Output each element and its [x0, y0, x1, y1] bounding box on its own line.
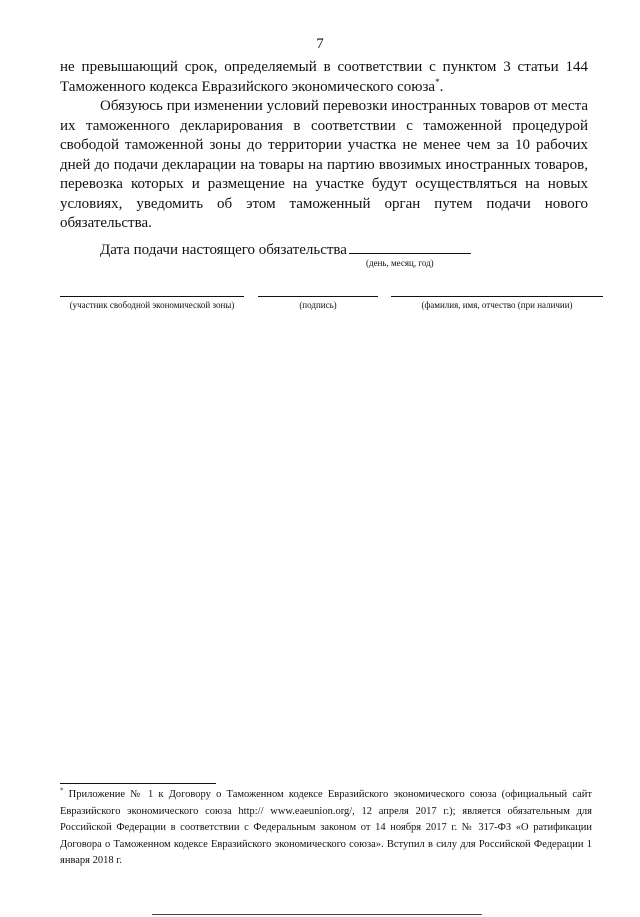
paragraph-1-text: не превышающий срок, определяемый в соответствии с пунктом 3 статьи 144 Таможенного кодекса Евразийского экономического союза [60, 59, 588, 95]
scan-edge-line [152, 914, 482, 915]
footnote-text: Приложение № 1 к Договору о Таможенном кодексе Евразийского экономического союза (официальный сайт Евразийского экономического союза http:// www.eaeunion.org/, 12 апреля 2017 г.); является обязательным для Российской Федерации в соответствии с Федеральным законом от 14 ноября 2017 г. № 317-ФЗ «О ратификации Договора о Таможенном кодексе Евразийского экономического союза». Вступил в силу для Российской Федерации 1 января 2018 г. [60, 789, 592, 866]
date-blank-line [349, 239, 471, 254]
footnote-rule [60, 783, 216, 784]
footnote-mark: * [60, 786, 64, 795]
signature-label: (подпись) [299, 300, 337, 310]
paragraph-2: Обязуюсь при изменении условий перевозки иностранных товаров от места их таможенного декларирования в соответствии с таможенной процедурой свободой таможенной зоны до территории участка не менее чем за 10 рабочих дней до подачи декларации на товары на партию ввозимых иностранных товаров, перевозка которых и размещение на участке будут осуществляться на новых условиях, уведомить об этом таможенный орган путем подачи нового обязательства. [60, 98, 588, 231]
paragraph-1 [60, 58, 588, 97]
footnote [60, 787, 592, 870]
date-field [100, 239, 471, 259]
signature-line [258, 296, 378, 297]
page-number: 7 [316, 36, 324, 52]
participant-line [60, 296, 244, 297]
full-name-label: (фамилия, имя, отчество (при наличии) [421, 300, 573, 310]
body-text [60, 58, 588, 234]
full-name-line [391, 296, 603, 297]
footnote-reference: * [435, 76, 440, 87]
date-label: Дата подачи настоящего обязательства [100, 242, 347, 258]
participant-label: (участник свободной экономической зоны) [69, 300, 235, 310]
date-hint: (день, месяц, год) [366, 258, 434, 268]
paragraph-1-end: . [439, 78, 444, 95]
